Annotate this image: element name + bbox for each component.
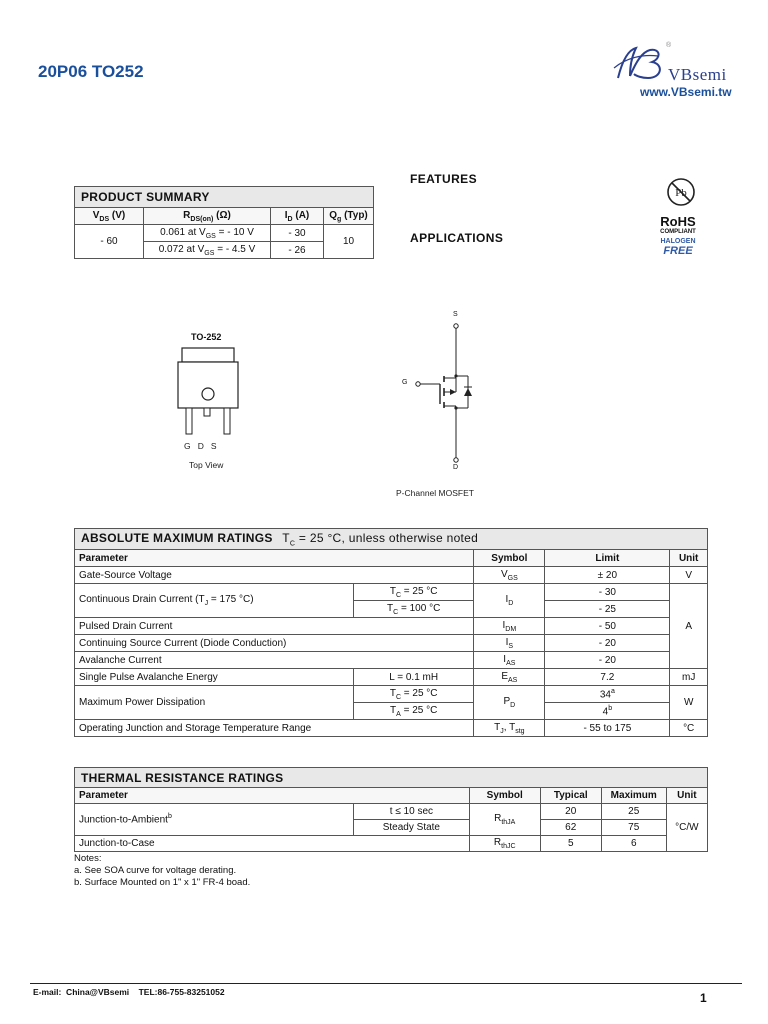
rdson-value-2: 0.072 at $V_{GS}$ = - 4.5 V	[144, 242, 271, 259]
lead-free-icon	[648, 176, 708, 210]
package-pin-labels: G D S	[184, 441, 217, 451]
qg-header: $Q_g$ (Typ)	[324, 208, 374, 225]
footer-contact: E-mail: China@VBsemi TEL:86-755-83251052	[33, 987, 225, 997]
website-link[interactable]: www.VBsemi.tw	[640, 85, 732, 99]
product-summary-title: PRODUCT SUMMARY	[75, 187, 374, 208]
applications-heading: APPLICATIONS	[410, 231, 504, 245]
thermal-symbol-header: Symbol	[469, 788, 540, 804]
notes-title: Notes:	[74, 853, 102, 864]
rohs-badge	[648, 176, 708, 257]
vds-value: - 60	[75, 225, 144, 259]
document-title: 20P06 TO252	[38, 62, 144, 81]
thermal-typical-header: Typical	[540, 788, 601, 804]
rohs-label: RoHS	[660, 214, 696, 229]
id-value-1: - 30	[271, 225, 324, 242]
rohs-compliant-label: COMPLIANT	[660, 229, 696, 235]
absolute-maximum-ratings-table	[74, 528, 708, 737]
registered-mark-icon: ®	[666, 42, 672, 49]
rohs-pb-symbol: Pb	[675, 187, 687, 199]
features-heading: FEATURES	[410, 172, 477, 186]
thermal-maximum-header: Maximum	[601, 788, 666, 804]
qg-value: 10	[324, 225, 374, 259]
table-row: Continuing Source Current (Diode Conduction) $I_S$ - 20	[75, 635, 708, 652]
halogen-label: HALOGEN	[660, 238, 696, 245]
table-row: Avalanche Current $I_{AS}$ - 20	[75, 652, 708, 669]
thermal-unit-value: °C/W	[666, 804, 707, 852]
table-row: Steady State 62 75	[75, 820, 708, 836]
p-channel-mosfet-icon	[406, 320, 480, 466]
abs-max-symbol-header: Symbol	[474, 550, 545, 567]
abs-max-unit-header: Unit	[670, 550, 708, 567]
abs-max-limit-header: Limit	[545, 550, 670, 567]
mosfet-source-label: S	[453, 311, 458, 318]
table-row: Maximum Power Dissipation $T_C = 25$ °C $P_D$ 34$^a$ W	[75, 686, 708, 703]
vbsemi-logo-icon	[612, 42, 668, 86]
abs-max-title: ABSOLUTE MAXIMUM RATINGS $T_C = 25$ °C, unless otherwise noted	[75, 529, 708, 550]
table-row: Single Pulse Avalanche Energy L = 0.1 mH $E_{AS}$ 7.2 mJ	[75, 669, 708, 686]
id-header: $I_D$ (A)	[271, 208, 324, 225]
ampere-unit: A	[670, 584, 708, 669]
id-value-2: - 26	[271, 242, 324, 259]
notes	[74, 853, 250, 889]
package-view-label: Top View	[189, 460, 224, 470]
halogen-free-label: FREE	[663, 245, 693, 257]
mosfet-gate-label: G	[402, 379, 408, 386]
table-row: Junction-to-Ambient$^b$ t ≤ 10 sec $R_{thJA}$ 20 25 °C/W	[75, 804, 708, 820]
vds-header: $V_{DS}$ (V)	[75, 208, 144, 225]
note-b: b. Surface Mounted on 1" x 1" FR-4 boad.	[74, 877, 251, 888]
table-row: Operating Junction and Storage Temperature Range $T_J$, $T_{stg}$ - 55 to 175 °C	[75, 720, 708, 737]
note-a: a. See SOA curve for voltage derating.	[74, 865, 237, 876]
mosfet-caption: P-Channel MOSFET	[396, 488, 474, 498]
rdson-header: $R_{DS(on)}$ (Ω)	[144, 208, 271, 225]
package-name: TO-252	[191, 332, 222, 342]
table-row: Pulsed Drain Current $I_{DM}$ - 50	[75, 618, 708, 635]
thermal-resistance-table	[74, 767, 708, 852]
table-row: Gate-Source Voltage $V_{GS}$ ± 20 V	[75, 567, 708, 584]
thermal-parameter-header: Parameter	[75, 788, 470, 804]
page-number: 1	[700, 991, 707, 1005]
footer-divider	[30, 983, 742, 984]
thermal-unit-header: Unit	[666, 788, 707, 804]
product-summary-table	[74, 186, 374, 259]
table-row: $T_C = 100$ °C - 25	[75, 601, 708, 618]
table-row: Junction-to-Case $R_{thJC}$ 5 6	[75, 836, 708, 852]
to252-package-icon	[172, 346, 244, 441]
mosfet-drain-label: D	[453, 464, 459, 471]
table-row: $T_A = 25$ °C 4$^b$	[75, 703, 708, 720]
thermal-title: THERMAL RESISTANCE RATINGS	[75, 768, 708, 788]
abs-max-parameter-header: Parameter	[75, 550, 474, 567]
rdson-value-1: 0.061 at $V_{GS}$ = - 10 V	[144, 225, 271, 242]
brand-name: VBsemi	[668, 65, 727, 84]
table-row: Continuous Drain Current ($T_J = 175$ °C) $T_C = 25$ °C $I_D$ - 30 A	[75, 584, 708, 601]
